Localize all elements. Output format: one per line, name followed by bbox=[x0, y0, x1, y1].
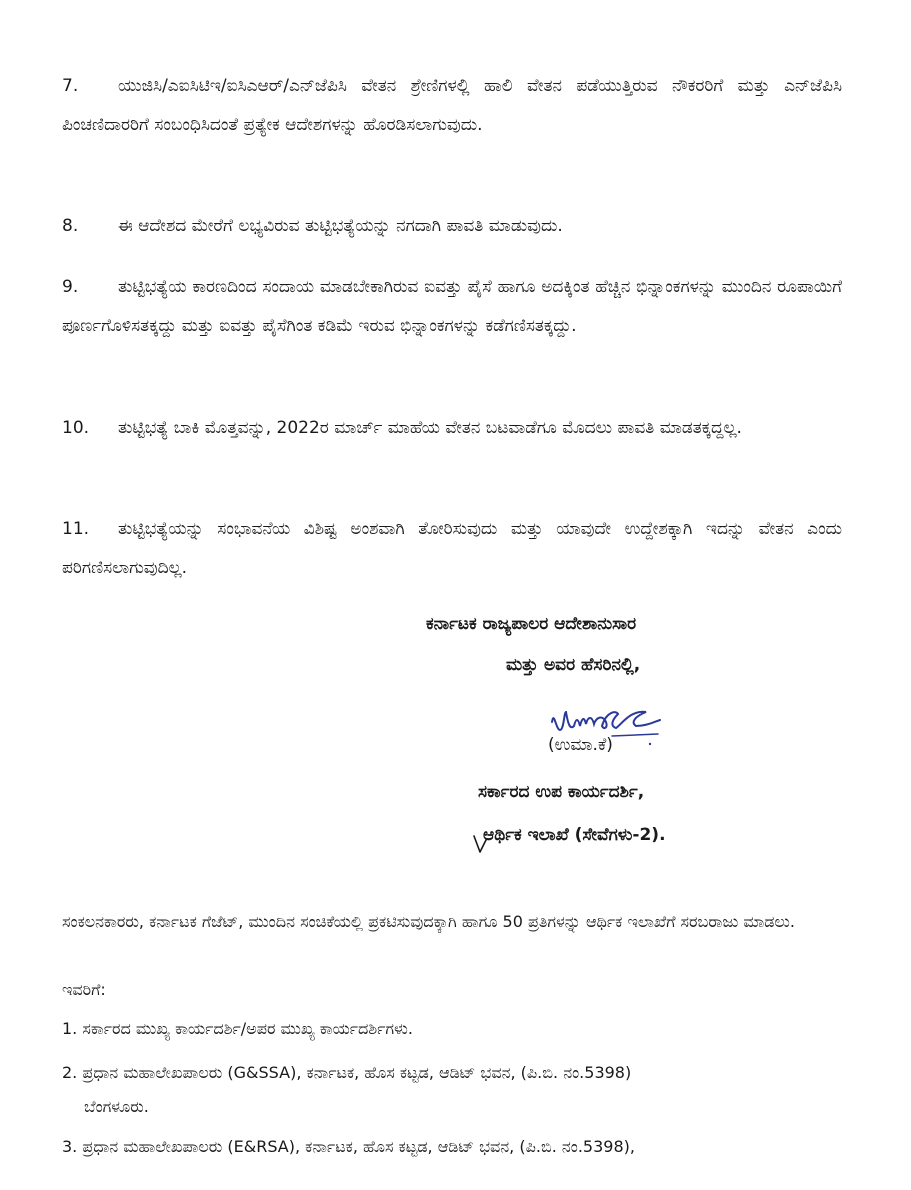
paragraph-number: 9. bbox=[62, 277, 79, 297]
recipient-item bbox=[62, 1012, 842, 1046]
recipient-line-continued: ಬೆಂಗಳೂರು. bbox=[84, 1097, 149, 1116]
paragraph-number: 7. bbox=[62, 76, 79, 96]
paragraph-number: 11. bbox=[62, 519, 90, 539]
paragraph-text: ತುಟ್ಟಿಭತ್ಯೆಯನ್ನು ಸಂಭಾವನೆಯ ವಿಶಿಷ್ಟ ಅಂಶವಾಗಿ ತೋರಿಸುವುದು ಮತ್ತು ಯಾವುದೇ ಉದ್ದೇಶಕ್ಕಾಗಿ ಇದನ್ನು ವೇತನ ಎಂದು ಪರಿಗಣಿಸಲಾಗುವುದಿಲ್ಲ. bbox=[62, 519, 842, 578]
signatory-name: (ಉಮಾ.ಕೆ) bbox=[548, 735, 613, 755]
signature-authority-line: ಕರ್ನಾಟಕ ರಾಜ್ಯಪಾಲರ ಆದೇಶಾನುಸಾರ bbox=[426, 614, 637, 634]
signatory-department: ಆರ್ಥಿಕ ಇಲಾಖೆ (ಸೇವೆಗಳು-2). bbox=[483, 825, 666, 845]
recipient-line: 2. ಪ್ರಧಾನ ಮಹಾಲೇಖಪಾಲರು (G&SSA), ಕರ್ನಾಟಕ, ಹೊಸ ಕಟ್ಟಡ, ಆಡಿಟ್ ಭವನ, (ಪಿ.ಬಿ. ನಂ.5398) bbox=[62, 1063, 632, 1082]
paragraph-text: ತುಟ್ಟಿಭತ್ಯೆಯ ಕಾರಣದಿಂದ ಸಂದಾಯ ಮಾಡಬೇಕಾಗಿರುವ ಐವತ್ತು ಪೈಸೆ ಹಾಗೂ ಅದಕ್ಕಿಂತ ಹೆಚ್ಚಿನ ಭಿನ್ನಾಂಕಗಳನ್ನು ಮುಂದಿನ ರೂಪಾಯಿಗೆ ಪೂರ್ಣಗೊಳಿಸತಕ್ಕದ್ದು ಮತ್ತು ಐವತ್ತು ಪೈಸೆಗಿಂತ ಕಡಿಮೆ ಇರುವ ಭಿನ್ನಾಂಕಗಳನ್ನು ಕಡೆಗಣಿಸತಕ್ಕದ್ದು. bbox=[62, 277, 842, 336]
paragraph-7 bbox=[62, 67, 842, 145]
paragraph-10 bbox=[62, 409, 842, 448]
paragraph-text: ತುಟ್ಟಿಭತ್ಯೆ ಬಾಕಿ ಮೊತ್ತವನ್ನು, 2022ರ ಮಾರ್ಚ್ ಮಾಹೆಯ ವೇತನ ಬಟವಾಡೆಗೂ ಮೊದಲು ಪಾವತಿ ಮಾಡತಕ್ಕದ್ದಲ್ಲ. bbox=[118, 418, 742, 438]
recipients-heading: ಇವರಿಗೆ: bbox=[62, 980, 106, 999]
recipient-line: 3. ಪ್ರಧಾನ ಮಹಾಲೇಖಪಾಲರು (E&RSA), ಕರ್ನಾಟಕ, ಹೊಸ ಕಟ್ಟಡ, ಆಡಿಟ್ ಭವನ, (ಪಿ.ಬಿ. ನಂ.5398), bbox=[62, 1137, 635, 1156]
paragraph-text: ಯುಜಿಸಿ/ಎಐಸಿಟಿಇ/ಐಸಿಎಆರ್/ಎನ್‌ಜೆಪಿಸಿ ವೇತನ ಶ್ರೇಣಿಗಳಲ್ಲಿ ಹಾಲಿ ವೇತನ ಪಡೆಯುತ್ತಿರುವ ನೌಕರರಿಗೆ ಮತ್ತು ಎನ್‌ಜೆಪಿಸಿ ಪಿಂಚಣಿದಾರರಿಗೆ ಸಂಬಂಧಿಸಿದಂತೆ ಪ್ರತ್ಯೇಕ ಆದೇಶಗಳನ್ನು ಹೊರಡಿಸಲಾಗುವುದು. bbox=[62, 76, 842, 135]
paragraph-text: ಈ ಆದೇಶದ ಮೇರೆಗೆ ಲಭ್ಯವಿರುವ ತುಟ್ಟಿಭತ್ಯೆಯನ್ನು ನಗದಾಗಿ ಪಾವತಿ ಮಾಡುವುದು. bbox=[118, 216, 563, 236]
recipient-item bbox=[62, 1130, 842, 1164]
paragraph-9 bbox=[62, 268, 842, 346]
paragraph-number: 8. bbox=[62, 216, 79, 236]
signatory-designation: ಸರ್ಕಾರದ ಉಪ ಕಾರ್ಯದರ್ಶಿ, bbox=[478, 782, 645, 802]
paragraph-8 bbox=[62, 207, 842, 246]
paragraph-number: 10. bbox=[62, 418, 90, 438]
recipient-item bbox=[62, 1056, 842, 1124]
recipient-line: 1. ಸರ್ಕಾರದ ಮುಖ್ಯ ಕಾರ್ಯದರ್ಶಿ/ಅಪರ ಮುಖ್ಯ ಕಾರ್ಯದರ್ಶಿಗಳು. bbox=[62, 1019, 413, 1038]
paragraph-11 bbox=[62, 510, 842, 588]
signature-name-line: ಮತ್ತು ಅವರ ಹೆಸರಿನಲ್ಲಿ, bbox=[506, 655, 641, 675]
compiler-note: ಸಂಕಲನಕಾರರು, ಕರ್ನಾಟಕ ಗೆಜೆಟ್, ಮುಂದಿನ ಸಂಚಿಕೆಯಲ್ಲಿ ಪ್ರಕಟಿಸುವುದಕ್ಕಾಗಿ ಹಾಗೂ 50 ಪ್ರತಿಗಳನ್ನು ಆರ್ಥಿಕ ಇಲಾಖೆಗೆ ಸರಬರಾಜು ಮಾಡಲು. bbox=[62, 912, 795, 931]
